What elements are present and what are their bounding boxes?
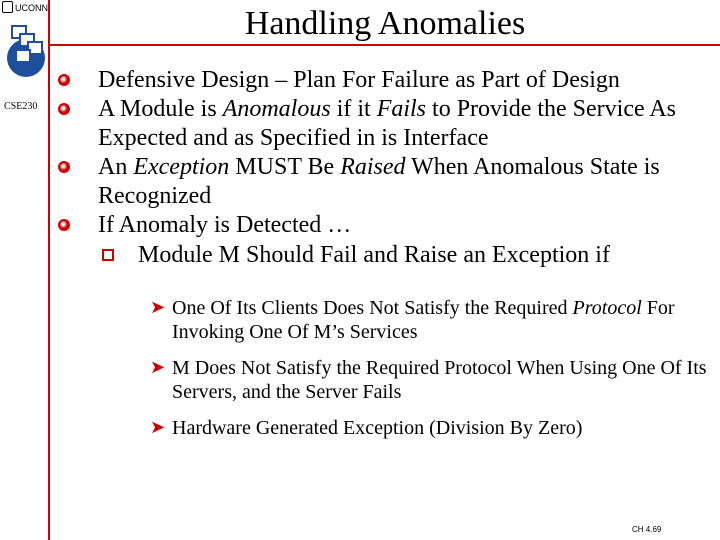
text-run: Hardware Generated Exception (Division By Zero) [172,417,583,439]
bullet-item [58,211,718,270]
arrow-bullet-icon: ➤ [150,417,166,438]
text-run: to Provide the Service As Expected and as Specified in is Interface [98,96,676,151]
round-bullet-icon [58,103,70,115]
left-rail [48,0,50,540]
text-run: For Invoking One Of M’s Services [172,297,675,343]
square-bullet-icon [102,249,114,261]
text-run: A Module is [98,96,223,122]
bullet-item [58,95,718,153]
text-run: M Does Not Satisfy the Required Protocol When Using One Of Its Servers, and the Server Fails [172,357,707,403]
text-run: An [98,154,134,180]
header-divider [48,44,720,46]
seal-icon [2,1,13,13]
sub-bullet-text: Module M Should Fail and Raise an Exception if [138,242,610,268]
slide-title: Handling Anomalies [244,5,526,42]
bullet-item [58,153,718,211]
sub-bullet-item [98,241,718,270]
text-run: if it [330,96,377,122]
round-bullet-icon [58,219,70,231]
text-run: When Anomalous State is Recognized [98,154,660,209]
text-run: Defensive Design – Plan For Failure as Part of Design [98,67,620,93]
arrow-item [150,356,715,404]
text-run: One Of Its Clients Does Not Satisfy the Required [172,297,573,319]
brand-mark [2,1,48,13]
text-run: MUST Be [229,154,341,180]
arrow-item [150,296,715,344]
text-run: Fails [376,96,427,122]
bullet-item [58,66,718,95]
round-bullet-icon [58,161,70,173]
course-code: CSE230 [4,101,38,112]
arrow-bullet-icon: ➤ [150,357,166,378]
text-run: Protocol [572,297,642,319]
main-bullet-list [58,66,718,270]
arrow-bullet-list [150,296,715,452]
text-run: Raised [340,154,406,180]
brand-text: UCONN [15,3,48,13]
text-run: If Anomaly is Detected … [98,212,352,238]
text-run: Exception [133,154,230,180]
text-run: Anomalous [222,96,331,122]
arrow-item [150,416,715,440]
page-number: CH 4.69 [632,525,662,534]
arrow-bullet-icon: ➤ [150,297,166,318]
round-bullet-icon [58,74,70,86]
engineering-logo-icon [4,18,48,80]
